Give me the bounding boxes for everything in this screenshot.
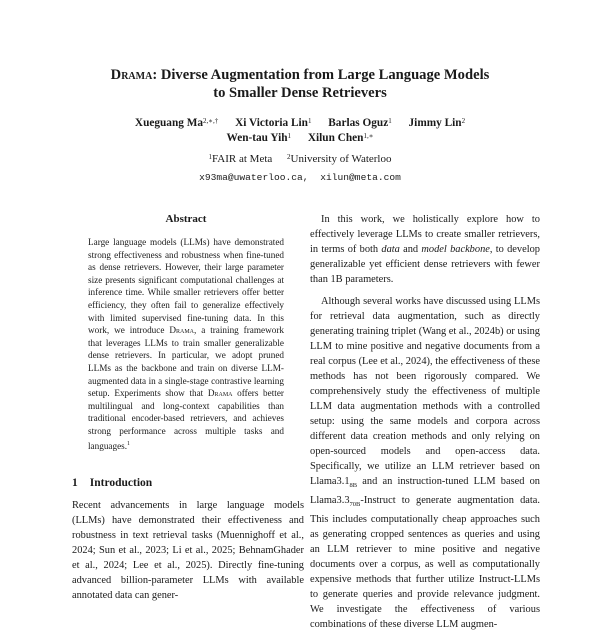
email: x93ma@uwaterloo.ca, [199,172,309,183]
author-list [60,116,540,146]
paper-title [60,66,540,102]
affiliation: $^1$FAIR at Meta [208,153,273,165]
paragraph: Although several works have discussed using LLMs for retrieval data augmentation, such as directly generating training triplet (Wang et al., 2024b) or using LLM to mine positive and negative documents from a real corpus (Lee et al., 2024), the effectiveness of these methods has not been rigorously compared. We comprehensively study the effectiveness of multiple LLM data augmentation methods with a controlled setup: using the same models and corpora across different data creation methods and only relying on open-sourced models and open-access data. Specifically, we utilize an LLM retriever based on $Llama3.1_{8B}$ and an instruction-tuned LLM based on $Llama3.3_{70B}$-Instruct to generate augmentation data. This includes computationally cheap approaches such as generating cropped sentences as queries and using an LLM retriever to mine positive and negative documents over a corpus, as well as computationally expensive methods that further utilize Instruct-LLMs to generate queries and provide relevance judgment. We investigate the effectiveness of various combinations of these diverse LLM augmen- [310,296,541,631]
title-line-2: to Smaller Dense Retrievers [213,85,387,101]
title-line-1: : Diverse Augmentation from Large Language Models [152,67,490,83]
right-column-text [310,212,540,639]
introduction-text: Recent advancements in large language models (LLMs) have demonstrated their effectiveness and robustness in text retrieval tasks (Muennighoff et al., 2024; Sun et al., 2023; Li et al., 2025; BehnamGhader et al., 2024; Lee et al., 2025). Directly fine-tuning advanced billion-parameter LLMs with available annotated data can gener- [72,500,304,601]
section-heading-introduction: 1 Introduction [72,477,153,489]
author-emails [60,171,540,185]
abstract-text: Large language models (LLMs) have demonstrated strong effectiveness and robustness when fine-tuned as dense retrievers. However, their large parameter size presents significant computational challenges at inference time. While smaller retrievers offer better efficiency, they often fail to generalize effectively with limited supervised fine-tuning data. In this work, we introduce Drama, a training framework that leverages LLMs to train smaller generalizable dense retrievers. In particular, we adopt pruned LLMs as the backbone and train on diverse LLM-augmented data in a single-stage contrastive learning setup. Experiments show that Drama offers better multilingual and long-context capabilities than traditional encoder-based retrievers, and achieves strong performance across multiple tasks and languages.$^1$ [88,237,284,451]
affiliations [60,152,540,166]
author: Xueguang $Ma^{2,∗,\dagger}$ [134,117,219,129]
author: Jimmy Lin$^2$ [408,117,466,129]
affiliation: $^2$University of Waterloo [287,153,392,165]
author: Barlas Oguz$^1$ [328,117,392,129]
author: Xilun Chen$^{1,∗}$ [307,132,374,144]
footnote-mark: 1 [127,440,131,447]
author: Xi Victoria Lin$^1$ [235,117,312,129]
email: xilun@meta.com [320,172,401,183]
author: Wen-tau Yih$^1$ [226,132,292,144]
title-method-name: Drama [110,67,153,83]
abstract-heading: Abstract [165,213,207,225]
paragraph: In this work, we holistically explore how to effectively leverage LLMs to create smaller retrievers, in terms of both data and model backbone, to develop generalizable yet efficient dense retrievers with fewer than 1B parameters. [310,214,540,285]
